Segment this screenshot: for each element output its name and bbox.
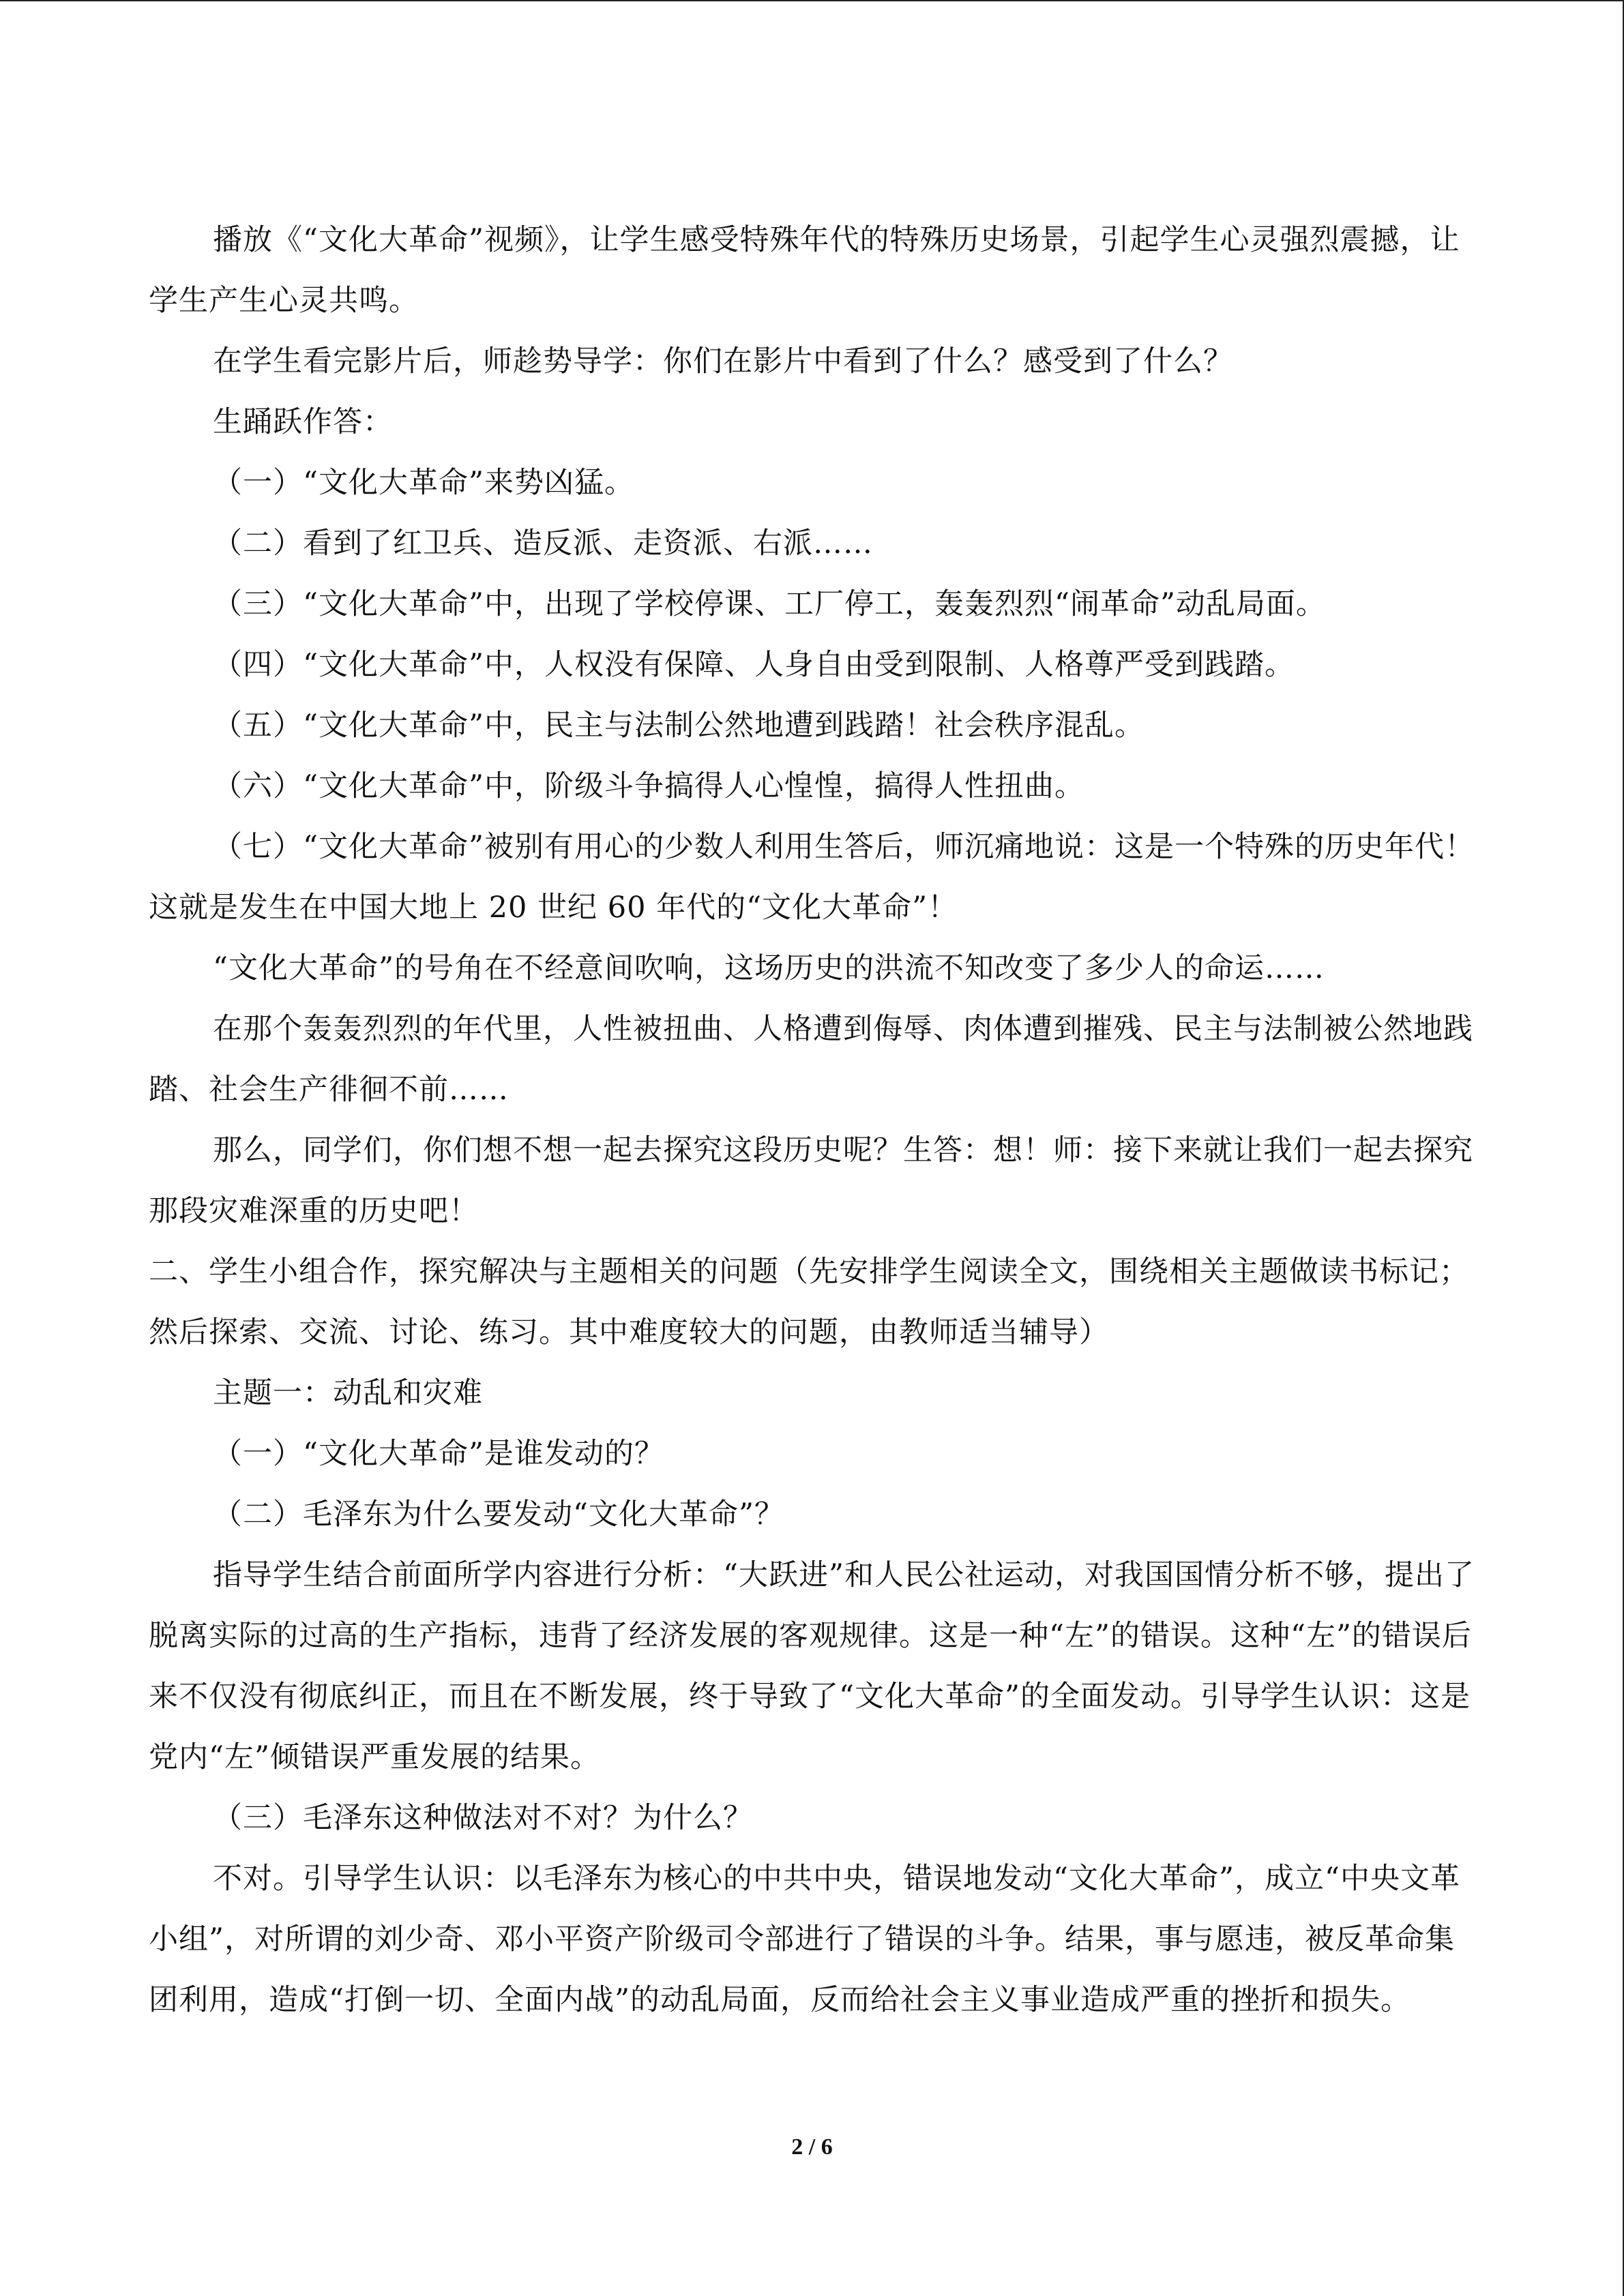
section-heading-group-work: 二、学生小组合作，探究解决与主题相关的问题（先安排学生阅读全文，围绕相关主题做读书标记；然后探索、交流、讨论、练习。其中难度较大的问题，由教师适当辅导） bbox=[149, 1255, 1469, 1350]
question-3: （三）毛泽东这种做法对不对？为什么？ bbox=[213, 1801, 753, 1835]
list-item-answer-5: （五）“文化大革命”中，民主与法制公然地遭到践踏！社会秩序混乱。 bbox=[213, 709, 1145, 743]
paragraph-students-answer: 生踊跃作答： bbox=[213, 405, 393, 439]
question-1: （一）“文化大革命”是谁发动的？ bbox=[213, 1437, 664, 1471]
paragraph-video-intro: 播放《“文化大革命”视频》，让学生感受特殊年代的特殊历史场景，引起学生心灵强烈震撼，让学生产生心灵共鸣。 bbox=[149, 223, 1460, 318]
question-2: （二）毛泽东为什么要发动“文化大革命”？ bbox=[213, 1497, 784, 1532]
paragraph-answer-3: 不对。引导学生认识：以毛泽东为核心的中共中央，错误地发动“文化大革命”，成立“中央文革小组”，对所谓的刘少奇、邓小平资产阶级司令部进行了错误的斗争。结果，事与愿违，被反革命集团利用，造成“打倒一切、全面内战”的动乱局面，反而给社会主义事业造成严重的挫折和损失。 bbox=[149, 1862, 1460, 2017]
paragraph-era: 在那个轰轰烈烈的年代里，人性被扭曲、人格遭到侮辱、肉体遭到摧残、民主与法制被公然地践踏、社会生产徘徊不前…… bbox=[149, 1012, 1473, 1107]
paragraph-analysis: 指导学生结合前面所学内容进行分析：“大跃进”和人民公社运动，对我国国情分析不够，提出了脱离实际的过高的生产指标，违背了经济发展的客观规律。这是一种“左”的错误。这种“左”的错误后来不仅没有彻底纠正，而且在不断发展，终于导致了“文化大革命”的全面发动。引导学生认识：这是党内“左”倾错误严重发展的结果。 bbox=[149, 1558, 1475, 1774]
list-item-answer-7: （七）“文化大革命”被别有用心的少数人利用生答后，师沉痛地说：这是一个特殊的历史年代！这就是发生在中国大地上 20 世纪 60 年代的“文化大革命”！ bbox=[149, 830, 1475, 925]
list-item-answer-1: （一）“文化大革命”来势凶猛。 bbox=[213, 466, 634, 500]
list-item-answer-3: （三）“文化大革命”中，出现了学校停课、工厂停工，轰轰烈烈“闹革命”动乱局面。 bbox=[213, 587, 1326, 621]
document-body bbox=[149, 210, 1479, 2031]
list-item-answer-4: （四）“文化大革命”中，人权没有保障、人身自由受到限制、人格尊严受到践踏。 bbox=[213, 648, 1295, 682]
paragraph-horn: “文化大革命”的号角在不经意间吹响，这场历史的洪流不知改变了多少人的命运…… bbox=[213, 951, 1325, 985]
list-item-answer-2: （二）看到了红卫兵、造反派、走资派、右派…… bbox=[213, 526, 873, 561]
topic-heading-1: 主题一：动乱和灾难 bbox=[213, 1376, 483, 1410]
page-number: 2 / 6 bbox=[791, 2134, 833, 2160]
list-item-answer-6: （六）“文化大革命”中，阶级斗争搞得人心惶惶，搞得人性扭曲。 bbox=[213, 769, 1084, 803]
paragraph-teacher-question: 在学生看完影片后，师趁势导学：你们在影片中看到了什么？感受到了什么？ bbox=[213, 344, 1233, 378]
paragraph-explore-invite: 那么，同学们，你们想不想一起去探究这段历史呢？生答：想！师：接下来就让我们一起去探究那段灾难深重的历史吧！ bbox=[149, 1133, 1473, 1228]
